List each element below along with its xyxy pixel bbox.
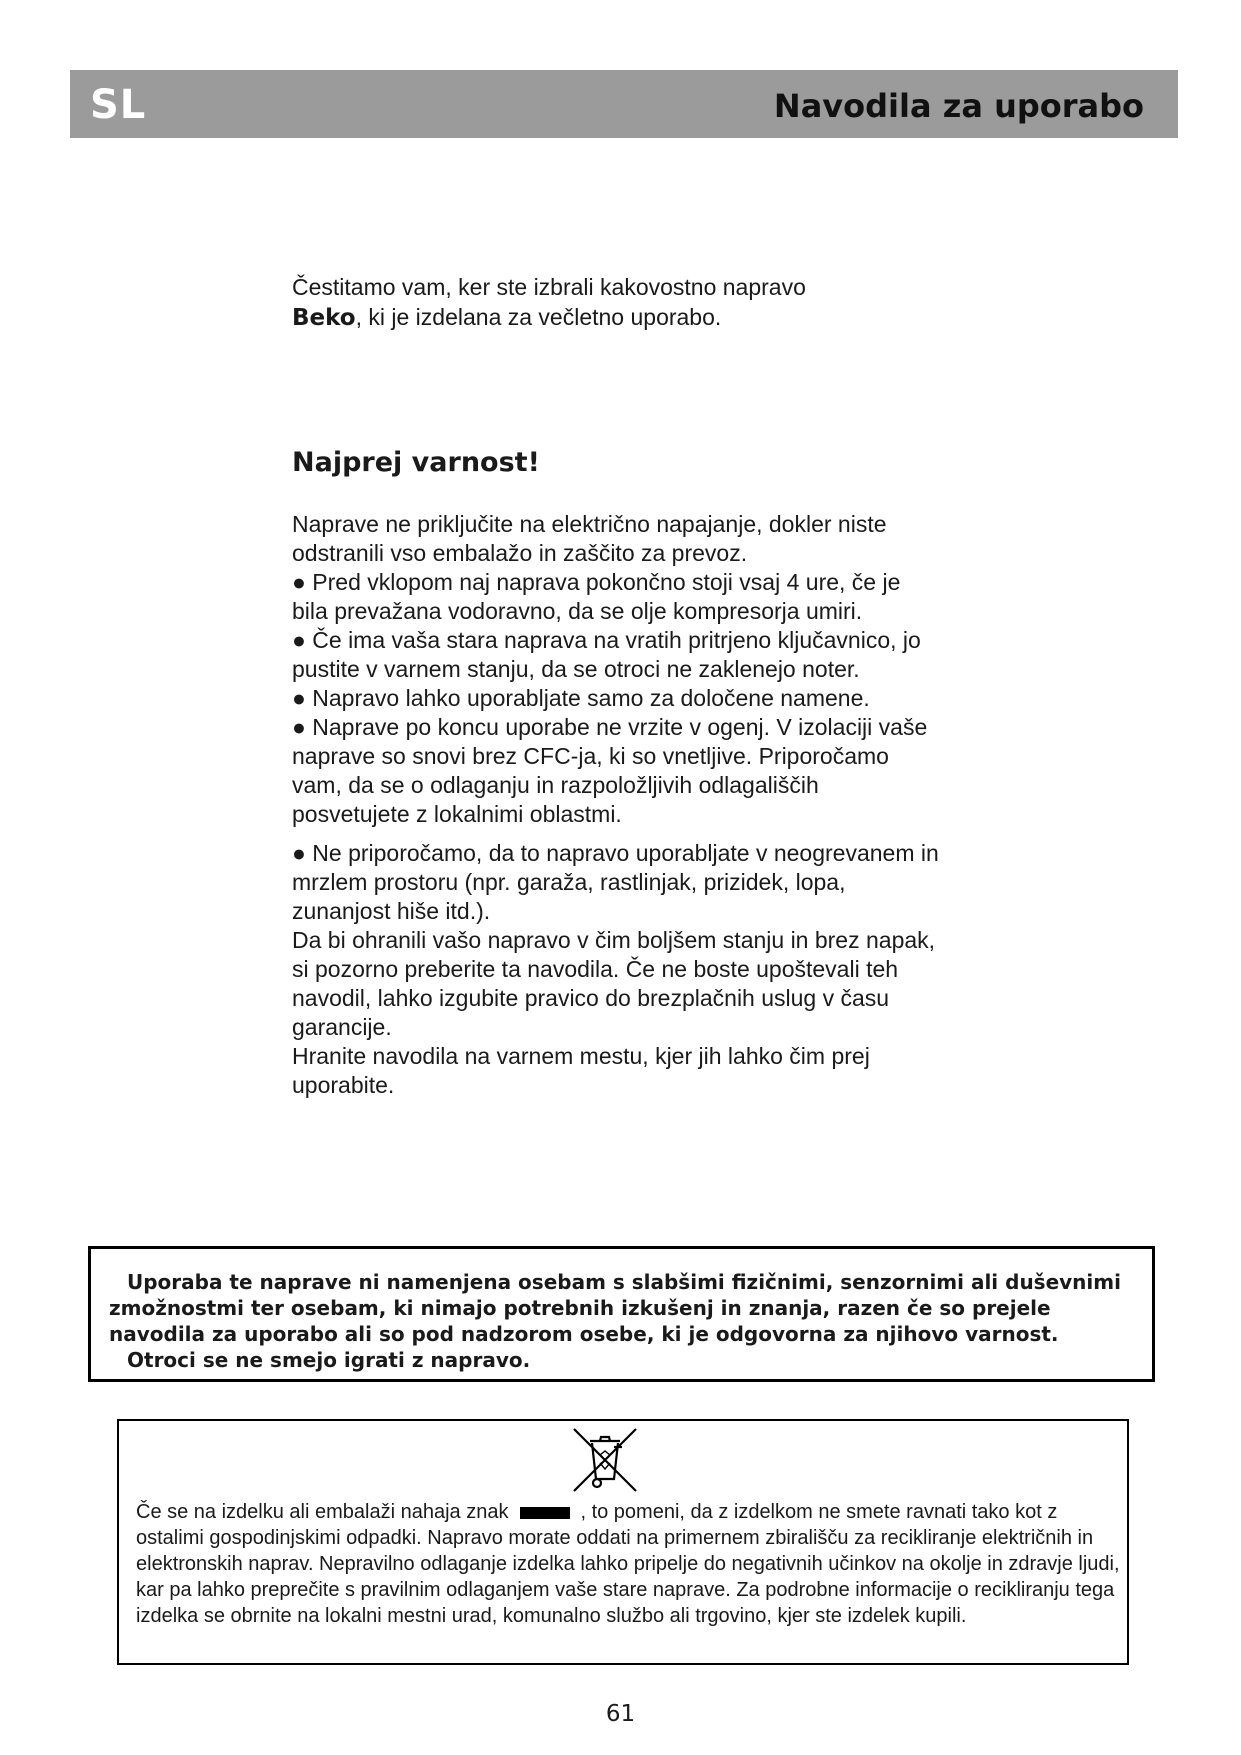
safety-heading: Najprej varnost! (292, 447, 540, 478)
warning-children-text: Otroci se ne smejo igrati z napravo. (127, 1348, 531, 1372)
safety-paragraph: Da bi ohranili vašo napravo v čim boljšem stanju in brez napak, si pozorno preberite ta navodila. Če ne boste upoštevali teh navodil, lahko izgubite pravico do brezplačnih uslug v času garancije. (292, 927, 936, 1040)
intro-line-1: Čestitamo vam, ker ste izbrali kakovostno napravo (292, 274, 806, 300)
intro-text (292, 272, 992, 333)
warning-box (88, 1246, 1155, 1382)
recycling-text-after-symbol: , to pomeni, da z izdelkom ne smete ravnati tako kot z ostalimi gospodinjskimi odpadki. Napravo morate oddati na primernem zbirališču za recikliranje električnih in elektronskih naprav. Nepravilno odlaganje izdelka lahko pripelje do negativnih učinkov na okolje in zdravje ljudi, kar pa lahko preprečite s pravilnim odlaganjem vaše stare naprave. Za podrobne informacije o recikliranju tega izdelka se obrnite na lokalni mestni urad, komunalno službo ali trgovino, kjer ste izdelek kupili. (136, 1501, 1120, 1627)
black-bar-symbol-icon (520, 1507, 570, 1519)
brand-name: Beko (292, 305, 356, 331)
recycling-notice-box (117, 1419, 1129, 1665)
safety-bullet: ● Če ima vaša stara naprava na vratih pritrjeno ključavnico, jo pustite v varnem stanju, da se otroci ne zaklenejo noter. (292, 627, 921, 682)
safety-paragraph: Hranite navodila na varnem mestu, kjer jih lahko čim prej uporabite. (292, 1043, 870, 1098)
safety-bullet: ● Napravo lahko uporabljate samo za določene namene. (292, 685, 870, 711)
intro-line-2 (292, 302, 992, 333)
safety-instructions (292, 510, 942, 1100)
safety-paragraph: Naprave ne priključite na električno napajanje, dokler niste odstranili vso embalažo in zaščito za prevoz. (292, 511, 887, 566)
intro-line-2-rest: , ki je izdelana za večletno uporabo. (355, 304, 722, 330)
language-code: SL (90, 82, 147, 128)
recycling-text-before-symbol: Če se na izdelku ali embalaži nahaja znak (136, 1501, 509, 1523)
page-number: 61 (605, 1701, 636, 1727)
warning-text: Uporaba te naprave ni namenjena osebam s slabšimi fizičnimi, senzornimi ali duševnimi zmožnostmi ter osebam, ki nimajo potrebnih izkušenj in znanja, razen če so prejele navodila za uporabo ali so pod nadzorom osebe, ki je odgovorna za njihovo varnost. (109, 1270, 1121, 1346)
header-bar (70, 70, 1178, 138)
safety-bullet: ● Ne priporočamo, da to napravo uporabljate v neogrevanem in mrzlem prostoru (npr. garaža, rastlinjak, prizidek, lopa, zunanjost hiše itd.). (292, 840, 939, 924)
recycling-paragraph (136, 1499, 1121, 1629)
safety-bullet: ● Naprave po koncu uporabe ne vrzite v ogenj. V izolaciji vaše naprave so snovi brez CFC-ja, ki so vnetljive. Priporočamo vam, da se o odlaganju in razpoložljivih odlagališčih posvetujete z lokalnimi oblastmi. (292, 714, 928, 827)
safety-bullet: ● Pred vklopom naj naprava pokončno stoji vsaj 4 ure, če je bila prevažana vodoravno, da se olje kompresorja umiri. (292, 569, 901, 624)
document-title: Navodila za uporabo (773, 87, 1144, 125)
crossed-out-wheelie-bin-icon (570, 1427, 640, 1493)
recycling-text (136, 1499, 1121, 1629)
